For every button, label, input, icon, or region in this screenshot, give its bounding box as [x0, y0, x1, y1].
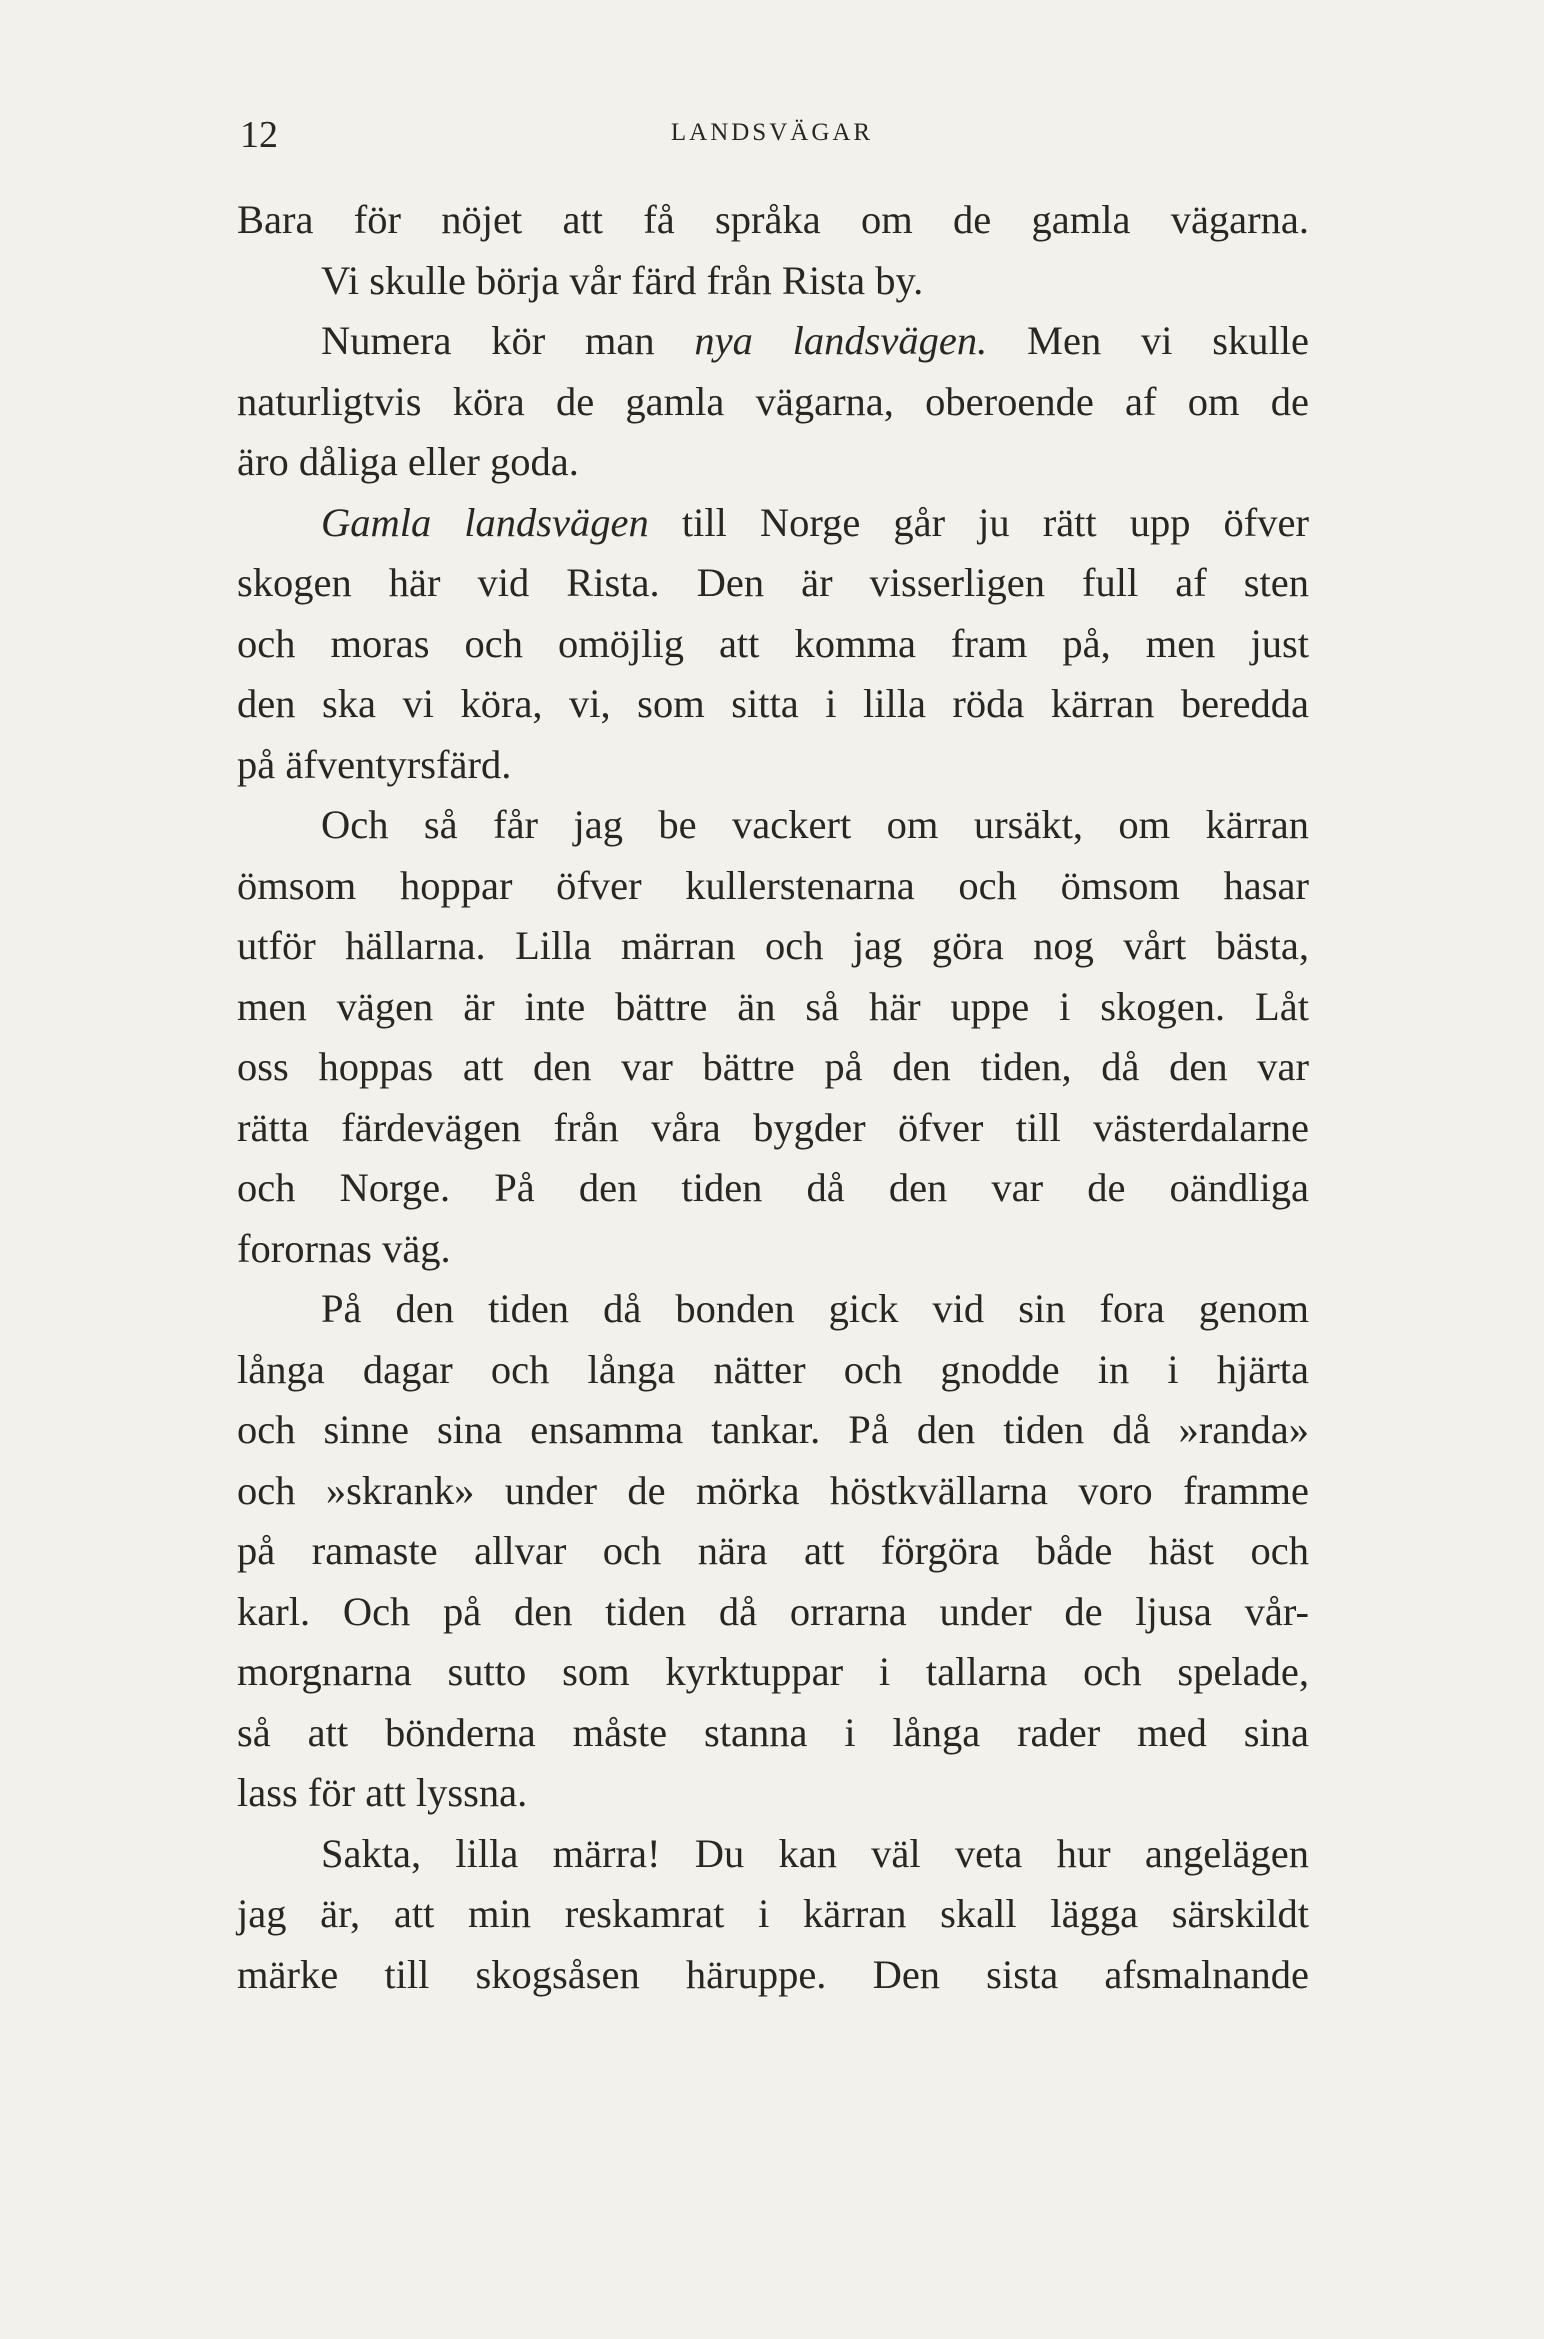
text-segment: Numera kör man: [321, 318, 695, 363]
text-line: och Norge. På den tiden då den var de oändliga: [237, 1165, 1309, 1210]
text-line: på äfventyrsfärd.: [237, 741, 512, 787]
text-line: utför hällarna. Lilla märran och jag göra nog vårt bästa,: [237, 923, 1309, 968]
text-line: Bara för nöjet att få språka om de gamla vägarna.: [237, 197, 1309, 242]
text-line: Och så får jag be vackert om ursäkt, om kärran: [321, 802, 1309, 847]
text-line: På den tiden då bonden gick vid sin fora genom: [321, 1286, 1309, 1331]
text-line: ömsom hoppar öfver kullerstenarna och ömsom hasar: [237, 862, 1309, 908]
text-line: så att bönderna måste stanna i långa rader med sina: [237, 1709, 1309, 1755]
text-line: [237, 493, 1309, 554]
text-line: naturligtvis köra de gamla vägarna, oberoende af om de: [237, 378, 1309, 424]
body-text: [237, 190, 1309, 2005]
text-line: [237, 311, 1309, 372]
text-line: Sakta, lilla märra! Du kan väl veta hur angelägen: [321, 1830, 1309, 1876]
italic-phrase: Gamla landsvägen: [321, 499, 649, 545]
text-line: lass för att lyssna.: [237, 1770, 528, 1815]
text-segment: till Norge går ju rätt upp öfver: [648, 499, 1309, 545]
text-line: karl. Och på den tiden då orrarna under de ljusa vår-: [237, 1588, 1309, 1634]
text-line: men vägen är inte bättre än så här uppe i skogen. Låt: [237, 983, 1309, 1029]
text-line: morgnarna sutto som kyrktuppar i tallarna och spelade,: [237, 1649, 1309, 1694]
text-line: märke till skogsåsen häruppe. Den sista afsmalnande: [237, 1951, 1309, 1997]
text-line: oss hoppas att den var bättre på den tiden, då den var: [237, 1044, 1309, 1089]
text-line: jag är, att min reskamrat i kärran skall lägga särskildt: [237, 1891, 1309, 1936]
italic-phrase: nya landsvägen.: [694, 318, 988, 363]
text-line: och moras och omöjlig att komma fram på, men just: [237, 620, 1309, 666]
running-title: LANDSVÄGAR: [670, 119, 874, 146]
text-line: den ska vi köra, vi, som sitta i lilla röda kärran beredda: [237, 681, 1309, 726]
text-line: långa dagar och långa nätter och gnodde in i hjärta: [237, 1346, 1309, 1392]
text-line: på ramaste allvar och nära att förgöra både häst och: [237, 1528, 1309, 1573]
text-line: äro dåliga eller goda.: [237, 439, 579, 484]
text-line: rätta färdevägen från våra bygder öfver till västerdalarne: [237, 1104, 1309, 1150]
text-line: Vi skulle börja vår färd från Rista by.: [321, 257, 924, 303]
text-line: och sinne sina ensamma tankar. På den tiden då »randa»: [237, 1407, 1309, 1452]
text-line: och »skrank» under de mörka höstkvällarna voro framme: [237, 1467, 1309, 1513]
text-segment: Men vi skulle: [987, 318, 1309, 363]
text-line: forornas väg.: [237, 1225, 451, 1271]
page-number: 12: [240, 114, 278, 156]
text-line: skogen här vid Rista. Den är visserligen full af sten: [237, 560, 1309, 605]
